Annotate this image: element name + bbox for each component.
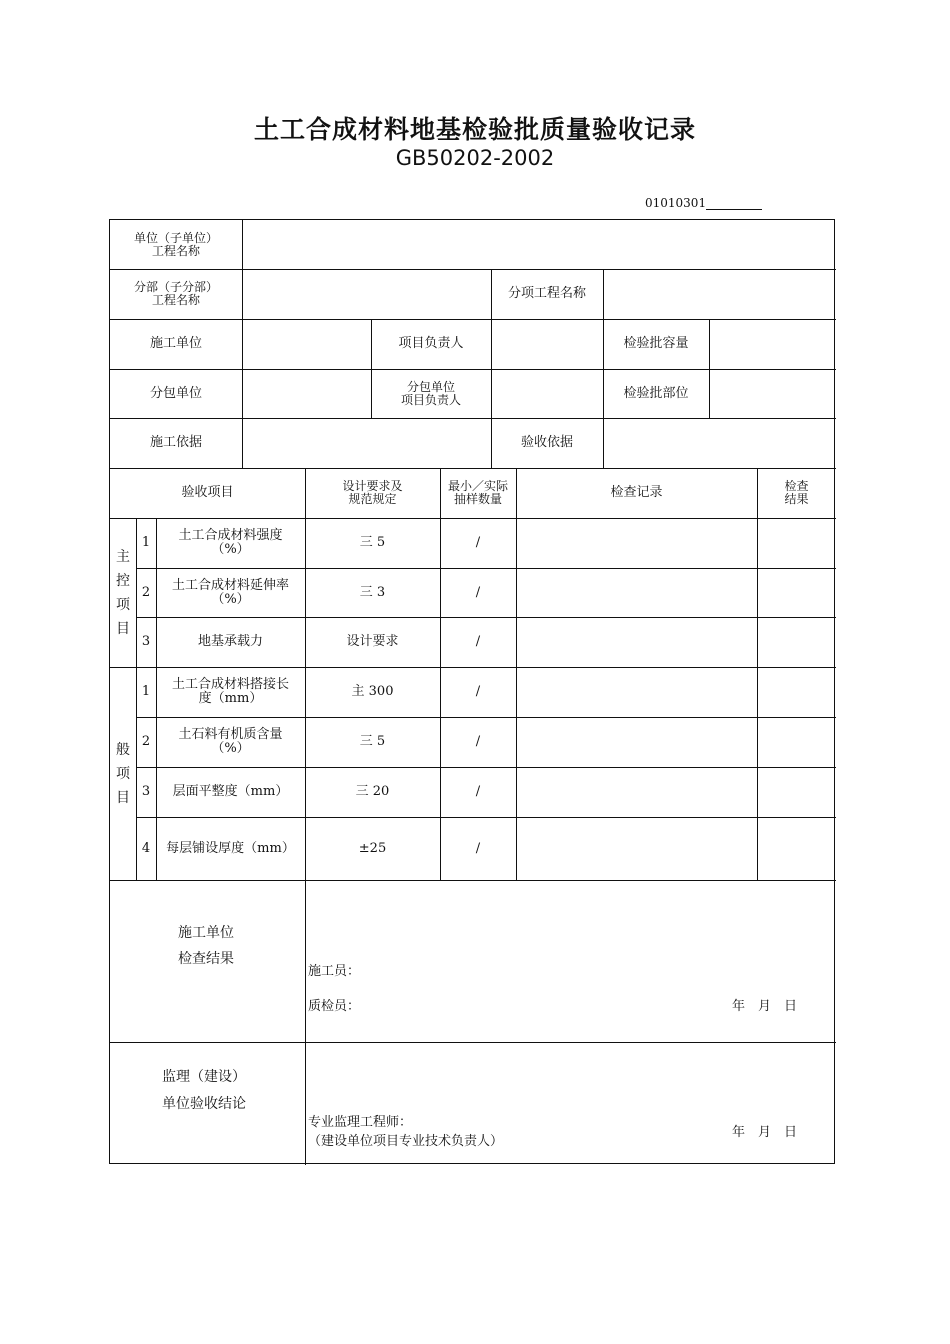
batch-location-label: 检验批部位	[623, 385, 689, 401]
col-header-design-line2: 规范规定	[348, 492, 397, 506]
subcontractor-field[interactable]	[243, 369, 371, 418]
sub-manager-label-line2: 项目负责人	[400, 392, 461, 407]
item-result-field[interactable]	[758, 518, 836, 568]
item-result-field[interactable]	[758, 667, 836, 717]
item-sample: /	[475, 784, 481, 799]
item-name	[156, 518, 305, 568]
col-header-sample	[440, 468, 516, 518]
sub-name-label	[110, 269, 242, 319]
subcontractor-label: 分包单位	[149, 385, 202, 401]
item-record-field[interactable]	[517, 568, 757, 617]
batch-location-field[interactable]	[710, 369, 836, 418]
sub-name-label-line1: 分部（子分部）	[133, 280, 218, 294]
col-header-design	[305, 468, 440, 518]
item-number: 4	[141, 840, 151, 856]
form-title: 土工合成材料地基检验批质量验收记录	[253, 115, 696, 144]
item-name-line2: （%）	[211, 591, 250, 607]
inspection-form	[109, 219, 835, 1164]
item-name-line2: （%）	[211, 741, 250, 756]
contractor-check-date: 年 月 日	[732, 999, 798, 1014]
item-number: 3	[141, 634, 151, 649]
form-code-blank[interactable]	[706, 197, 762, 210]
standard-code: GB50202-2002	[395, 146, 555, 170]
general-group-label	[110, 667, 136, 880]
item-record-field[interactable]	[517, 817, 757, 880]
item-record-field[interactable]	[517, 767, 757, 817]
supervisor-engineer-label: 专业监理工程师：	[308, 1115, 413, 1130]
project-manager-field[interactable]	[492, 319, 603, 369]
main-group-char: 项	[116, 596, 130, 613]
item-sample: /	[475, 684, 481, 699]
contractor-check-label-line2: 检查结果	[178, 951, 234, 967]
construction-basis-field[interactable]	[243, 418, 491, 468]
item-number: 2	[141, 584, 151, 600]
col-header-sample-line1: 最小／实际	[447, 479, 508, 493]
project-manager-label: 项目负责人	[398, 336, 464, 351]
item-requirement: 三 5	[359, 734, 386, 749]
col-header-item: 验收项目	[181, 485, 234, 500]
item-sample: /	[475, 840, 481, 856]
item-name	[156, 667, 305, 717]
item-result-field[interactable]	[758, 568, 836, 617]
supervisor-label-line2: 单位验收结论	[162, 1096, 246, 1112]
item-number: 2	[141, 734, 151, 749]
sub-name-field[interactable]	[243, 269, 491, 319]
main-group-char: 主	[116, 548, 130, 565]
contractor-check-field[interactable]	[306, 881, 836, 953]
sub-manager-label	[371, 369, 491, 418]
batch-capacity-label: 检验批容量	[623, 336, 689, 351]
worker-signature-label: 施工员：	[308, 964, 361, 979]
acceptance-basis-label: 验收依据	[520, 435, 573, 450]
item-name-line1: 土工合成材料搭接长	[171, 677, 289, 692]
item-requirement: 设计要求	[346, 634, 399, 649]
sub-manager-label-line1: 分包单位	[406, 379, 455, 394]
col-header-result	[757, 468, 836, 518]
unit-name-label-line1: 单位（子单位）	[133, 230, 218, 245]
item-requirement: 三 3	[359, 584, 386, 600]
item-requirement: 三 20	[355, 784, 390, 799]
item-name-line1: 土工合成材料延伸率	[171, 577, 289, 593]
item-name	[156, 717, 305, 767]
item-number: 1	[141, 535, 151, 550]
item-requirement: 三 5	[359, 535, 386, 550]
batch-capacity-field[interactable]	[710, 319, 836, 369]
item-result-field[interactable]	[758, 767, 836, 817]
item-name: 地基承载力	[197, 634, 263, 649]
sub-name-label-line2: 工程名称	[151, 293, 200, 307]
col-header-sample-line2: 抽样数量	[453, 492, 502, 506]
item-record-field[interactable]	[517, 617, 757, 667]
item-record-field[interactable]	[517, 667, 757, 717]
item-sample: /	[475, 634, 481, 649]
item-name-line1: 土工合成材料强度	[178, 528, 283, 543]
item-result-field[interactable]	[758, 817, 836, 880]
sub-manager-field[interactable]	[492, 369, 603, 418]
item-sample: /	[475, 535, 481, 550]
supervisor-date: 年 月 日	[732, 1125, 798, 1140]
item-number: 3	[141, 784, 151, 799]
main-control-group-label	[110, 518, 136, 667]
item-name-field[interactable]	[604, 269, 836, 319]
supervisor-label-line1: 监理（建设）	[162, 1069, 246, 1085]
contractor-label: 施工单位	[149, 336, 202, 351]
col-header-result-line2: 结果	[784, 492, 809, 506]
item-record-field[interactable]	[517, 717, 757, 767]
construction-basis-label: 施工依据	[149, 435, 202, 450]
unit-name-label	[110, 220, 242, 269]
item-name: 每层铺设厚度（mm）	[166, 840, 295, 856]
form-code	[645, 196, 762, 210]
item-requirement: ±25	[358, 840, 387, 856]
item-record-field[interactable]	[517, 518, 757, 568]
item-name-line2: （%）	[211, 542, 250, 557]
owner-rep-label: （建设单位项目专业技术负责人）	[308, 1134, 504, 1149]
main-group-char: 控	[116, 572, 130, 589]
item-requirement: 主 300	[351, 684, 394, 699]
item-name	[156, 568, 305, 617]
unit-name-field[interactable]	[243, 220, 836, 269]
unit-name-label-line2: 工程名称	[151, 243, 200, 258]
main-group-char: 目	[116, 620, 130, 637]
item-sample: /	[475, 584, 481, 600]
item-name-line1: 土石料有机质含量	[178, 727, 283, 742]
inspector-signature-label: 质检员：	[308, 999, 361, 1014]
item-result-field[interactable]	[758, 717, 836, 767]
item-sample: /	[475, 734, 481, 749]
item-result-field[interactable]	[758, 617, 836, 667]
supervisor-conclusion-field[interactable]	[306, 1043, 836, 1107]
col-header-record: 检查记录	[610, 485, 663, 500]
contractor-check-label-line1: 施工单位	[178, 925, 234, 941]
item-name: 层面平整度（mm）	[172, 784, 289, 799]
item-number: 1	[141, 684, 151, 699]
general-group-char: 般	[116, 741, 130, 758]
item-name-label: 分项工程名称	[507, 286, 586, 301]
col-header-result-line1: 检查	[784, 479, 809, 493]
form-code-number: 01010301	[645, 196, 707, 210]
contractor-field[interactable]	[243, 319, 371, 369]
col-header-design-line1: 设计要求及	[342, 479, 403, 493]
acceptance-basis-field[interactable]	[604, 418, 836, 468]
general-group-char: 项	[116, 765, 130, 782]
item-name-line2: 度（mm）	[198, 691, 263, 706]
general-group-char: 目	[116, 789, 130, 806]
